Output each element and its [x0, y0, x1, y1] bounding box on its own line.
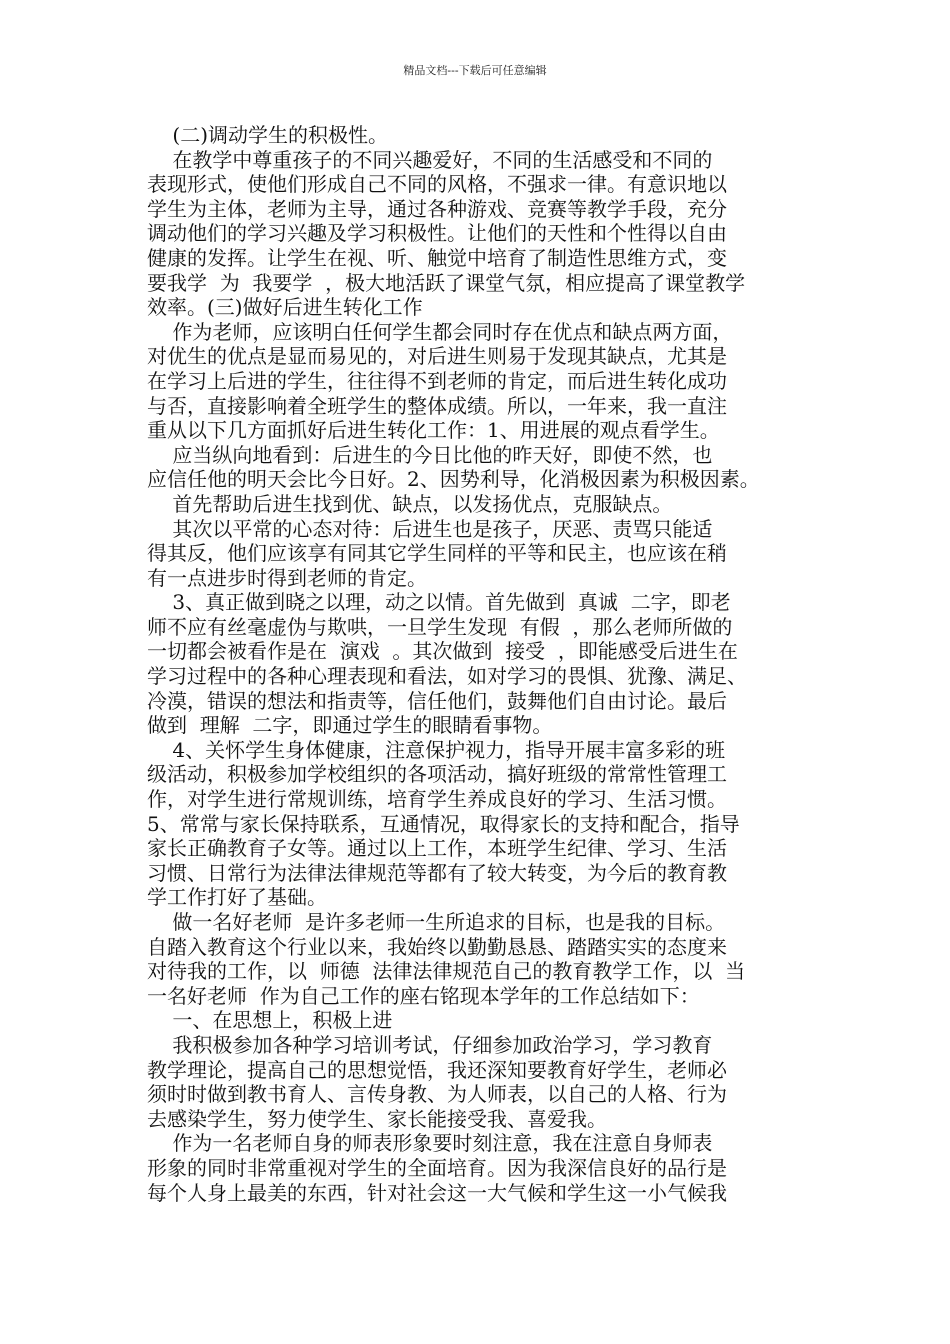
text-line: (二)调动学生的积极性。 [147, 123, 389, 147]
text-line: 应信任他的明天会比今日好。2、因势利导，化消极因素为积极因素。 [147, 467, 760, 492]
text-line: 重从以下几方面抓好后进生转化工作：1、用进展的观点看学生。 [147, 418, 720, 443]
text-line: 在学习上后进的学生，往往得不到老师的肯定，而后进生转化成功 [147, 368, 727, 393]
text-line: 我积极参加各种学习培训考试，仔细参加政治学习，学习教育 [147, 1032, 713, 1057]
text-line: 一名好老师 作为自己工作的座右铭现本学年的工作总结如下： [147, 983, 700, 1008]
text-line: 调动他们的学习兴趣及学习积极性。让他们的天性和个性得以自由 [147, 221, 727, 246]
page-header: 精品文档---下载后可任意编辑 [403, 64, 547, 77]
text-line: 一切都会被看作是在 演戏 。其次做到 接受 ，即能感受后进生在 [147, 639, 738, 664]
text-line: 须时时做到教书育人、言传身教、为人师表，以自己的人格、行为 [147, 1082, 727, 1107]
text-line: 对优生的优点是显而易见的，对后进生则易于发现其缺点，尤其是 [147, 344, 727, 369]
text-line: 5、常常与家长保持联系，互通情况，取得家长的支持和配合，指导 [147, 811, 740, 836]
text-line: 其次以平常的心态对待：后进生也是孩子，厌恶、责骂只能适 [147, 516, 713, 541]
text-line: 要我学 为 我要学 ，极大地活跃了课堂气氛，相应提高了课堂教学 [147, 270, 746, 295]
text-line: 一、在思想上，积极上进 [147, 1008, 393, 1033]
text-line: 首先帮助后进生找到优、缺点，以发扬优点，克服缺点。 [147, 491, 673, 516]
text-line: 教学理论，提高自己的思想觉悟，我还深知要教育好学生，老师必 [147, 1057, 727, 1082]
text-line: 做一名好老师 是许多老师一生所追求的目标，也是我的目标。 [147, 910, 726, 934]
text-line: 作，对学生进行常规训练，培育学生养成良好的学习、生活习惯。 [147, 787, 727, 812]
text-line: 对待我的工作，以 师德 法律法律规范自己的教育教学工作，以 当 [147, 959, 746, 984]
text-line: 家长正确教育子女等。通过以上工作，本班学生纪律、学习、生活 [147, 836, 727, 861]
text-line: 形象的同时非常重视对学生的全面培育。因为我深信良好的品行是 [147, 1155, 727, 1180]
text-line: 自踏入教育这个行业以来，我始终以勤勤恳恳、踏踏实实的态度来 [147, 934, 727, 959]
text-line: 级活动，积极参加学校组织的各项活动，搞好班级的常常性管理工 [147, 762, 727, 787]
text-line: 作为一名老师自身的师表形象要时刻注意，我在注意自身师表 [147, 1131, 713, 1156]
text-line: 在教学中尊重孩子的不同兴趣爱好，不同的生活感受和不同的 [147, 147, 713, 172]
text-line: 表现形式，使他们形成自己不同的风格，不强求一律。有意识地以 [147, 172, 727, 197]
text-line: 得其反，他们应该享有同其它学生同样的平等和民主，也应该在稍 [147, 541, 727, 566]
document-body [147, 123, 807, 1205]
text-line: 习惯、日常行为法律法律规范等都有了较大转变，为今后的教育教 [147, 860, 727, 885]
text-line: 应当纵向地看到：后进生的今日比他的昨天好，即使不然，也 [147, 442, 713, 467]
text-line: 与否，直接影响着全班学生的整体成绩。所以，一年来，我一直注 [147, 393, 727, 418]
text-line: 有一点进步时得到老师的肯定。 [147, 565, 427, 590]
text-line: 作为老师，应该明白任何学生都会同时存在优点和缺点两方面， [147, 319, 733, 344]
text-line: 师不应有丝毫虚伪与欺哄，一旦学生发现 有假 ，那么老师所做的 [147, 614, 733, 639]
text-line: 效率。(三)做好后进生转化工作 [147, 295, 423, 320]
text-line: 学生为主体，老师为主导，通过各种游戏、竞赛等教学手段，充分 [147, 196, 727, 221]
text-line: 学习过程中的各种心理表现和看法，如对学习的畏惧、犹豫、满足、 [147, 664, 747, 689]
text-line: 每个人身上最美的东西，针对社会这一大气候和学生这一小气候我 [147, 1180, 727, 1205]
text-line: 去感染学生，努力使学生、家长能接受我、喜爱我。 [147, 1106, 607, 1131]
text-line: 4、关怀学生身体健康，注意保护视力，指导开展丰富多彩的班 [147, 737, 726, 762]
text-line: 做到 理解 二字，即通过学生的眼睛看事物。 [147, 713, 553, 738]
text-line: 学工作打好了基础。 [147, 885, 327, 910]
text-line: 健康的发挥。让学生在视、听、触觉中培育了制造性思维方式，变 [147, 245, 727, 270]
text-line: 3、真正做到晓之以理，动之以情。首先做到 真诚 二字，即老 [147, 590, 731, 615]
text-line: 冷漠，错误的想法和指责等，信任他们，鼓舞他们自由讨论。最后 [147, 688, 727, 713]
